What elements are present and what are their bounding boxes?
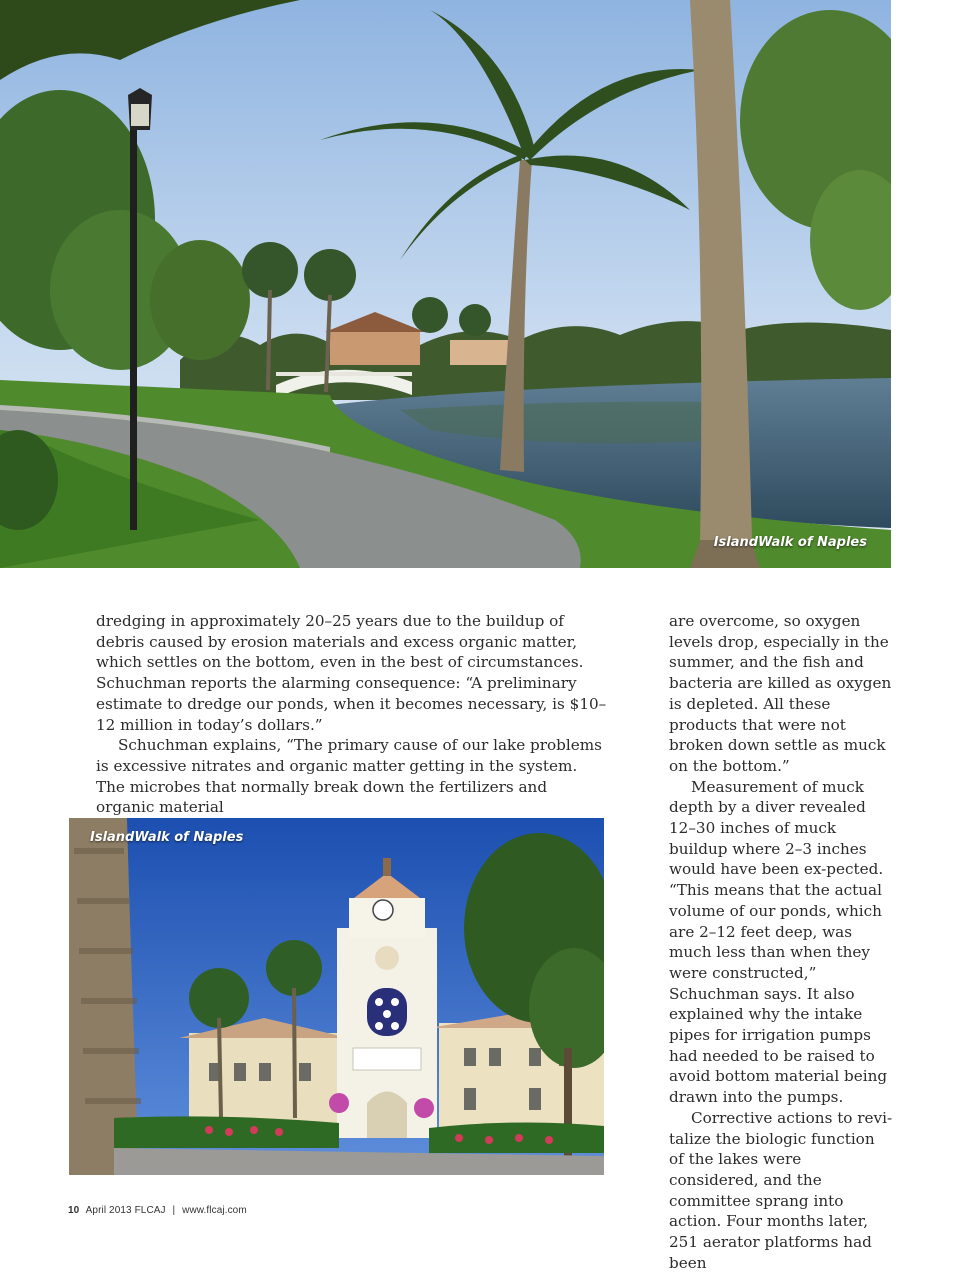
top-photo xyxy=(0,0,891,568)
website-link[interactable]: www.flcaj.com xyxy=(182,1205,247,1216)
middle-photo xyxy=(69,818,604,1175)
article-paragraph: dredging in approximately 20–25 years due to the buildup of debris caused by erosion materials and excess organic matter, which settles on the bottom, even in the best of circumstances. Schuchman reports the alarming consequence: “A preliminary estimate to dredge our ponds, when it becomes necessary, is $10–12 million in today’s dollars.” xyxy=(96,612,607,734)
page-number: 10 xyxy=(68,1205,80,1216)
article-paragraph: are overcome, so oxygen levels drop, especially in the summer, and the fish and bacteria are killed as oxygen is depleted. All these products that were not broken down settle as muck on the bottom.” xyxy=(669,612,892,775)
top-photo-caption: IslandWalk of Naples xyxy=(713,535,867,550)
lake-park-photo xyxy=(0,0,891,568)
publication-name: FLCAJ xyxy=(134,1205,166,1216)
article-paragraph: Corrective actions to revi-talize the biologic function of the lakes were considered, and the committee sprang into action. Four months later, 251 aerator platforms had been xyxy=(669,1108,893,1272)
article-right-column xyxy=(669,611,893,1274)
article-left-column xyxy=(96,611,608,818)
article-paragraph: Schuchman explains, “The primary cause of our lake problems is excessive nitrates and organic matter getting in the system. The microbes that normally break down the fertilizers and organic material xyxy=(96,736,602,817)
issue-date: April 2013 xyxy=(85,1205,132,1216)
footer-separator: | xyxy=(172,1205,176,1216)
article-paragraph: Measurement of muck depth by a diver revealed 12–30 inches of muck buildup where 2–3 inches would have been ex-pected. “This means that the actual volume of our ponds, which are 2–12 feet deep, was much less than when they were constructed,” Schuchman says. It also explained why the intake pipes for irrigation pumps had needed to be raised to avoid bottom material being drawn into the pumps. xyxy=(669,777,888,1107)
clock-tower-photo xyxy=(69,818,604,1175)
page-footer xyxy=(68,1205,247,1216)
middle-photo-caption: IslandWalk of Naples xyxy=(90,830,244,845)
